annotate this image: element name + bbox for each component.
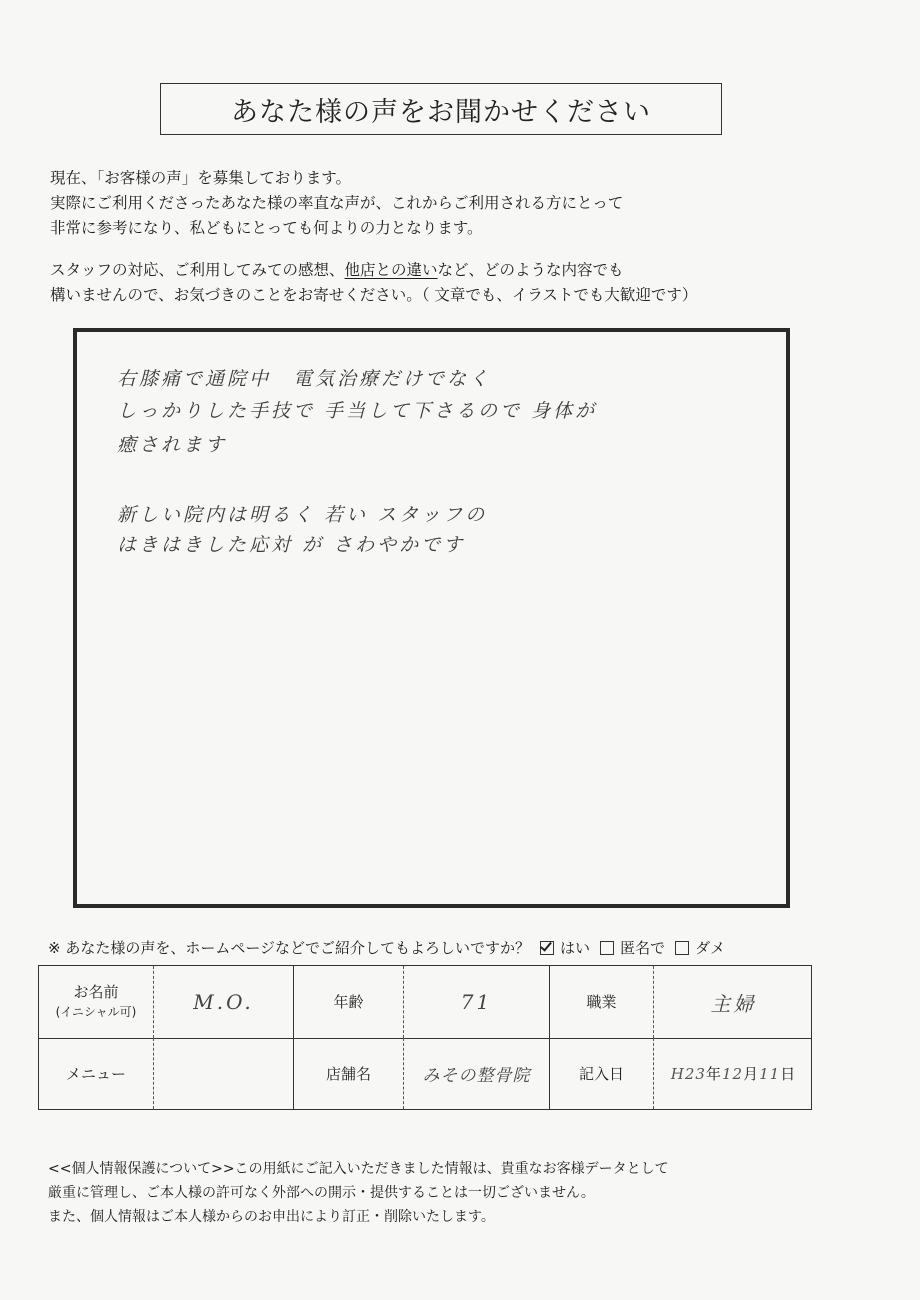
comment-box <box>73 328 790 908</box>
checkbox-anonymous[interactable] <box>600 941 614 955</box>
date-day-suffix: 日 <box>780 1065 797 1083</box>
intro-line: 実際にご利用くださったあなた様の率直な声が、これからご利用される方にとって <box>50 194 624 212</box>
age-label: 年齢 <box>293 966 403 1038</box>
info-row <box>39 1038 811 1109</box>
checkbox-yes[interactable] <box>540 941 554 955</box>
consent-question <box>48 937 725 958</box>
date-era: H23 <box>670 1064 706 1083</box>
intro-paragraph <box>50 166 623 241</box>
name-label-cell <box>39 966 153 1038</box>
date-year-suffix: 年 <box>705 1065 722 1083</box>
date-month: 12 <box>721 1064 744 1083</box>
underlined-phrase: 他店との違い <box>344 261 438 279</box>
privacy-notice <box>48 1157 669 1229</box>
handwritten-line: はきはきした応対 が さわやかです <box>117 534 466 556</box>
checkbox-no[interactable] <box>675 941 689 955</box>
request-paragraph <box>50 258 697 308</box>
request-text: スタッフの対応、ご利用してみての感想、 <box>50 261 345 279</box>
info-table <box>38 965 812 1110</box>
consent-text: ※ あなた様の声を、ホームページなどでご紹介してもよろしいですか？ <box>48 939 531 957</box>
job-field[interactable]: 主婦 <box>653 966 813 1038</box>
option-no-label: ダメ <box>695 939 726 957</box>
age-field[interactable]: 71 <box>403 966 549 1038</box>
date-field[interactable] <box>653 1038 813 1109</box>
intro-line: 現在、「お客様の声」を募集しております。 <box>50 169 352 187</box>
menu-label: メニュー <box>65 1064 126 1083</box>
request-line <box>50 258 697 283</box>
date-day: 11 <box>759 1064 781 1083</box>
name-sublabel: (イニシャル可) <box>55 1005 137 1019</box>
handwritten-line: 新しい院内は明るく 若い スタッフの <box>117 504 488 526</box>
privacy-line: 厳重に管理し、ご本人様の許可なく外部への開示・提供することは一切ございません。 <box>48 1185 595 1201</box>
info-row <box>39 966 811 1039</box>
job-label: 職業 <box>549 966 653 1038</box>
intro-line: 非常に参考になり、私どもにとっても何よりの力となります。 <box>50 219 483 237</box>
request-line: 構いませんので、お気づきのことをお寄せください。（ 文章でも、イラストでも大歓迎です） <box>50 286 698 304</box>
name-label: お名前 <box>73 983 119 1001</box>
name-field[interactable]: M.O. <box>153 966 293 1038</box>
privacy-line: <<個人情報保護について>>この用紙にご記入いただきました情報は、貴重なお客様データとして <box>48 1161 669 1177</box>
option-anonymous-label: 匿名で <box>620 939 666 957</box>
handwritten-line: 右膝痛で通院中 電気治療だけでなく <box>117 368 492 390</box>
request-text: など、どのような内容でも <box>437 261 624 279</box>
date-label: 記入日 <box>549 1038 653 1109</box>
store-label: 店舗名 <box>293 1038 403 1109</box>
page-title: あなた様の声をお聞かせください <box>160 83 722 135</box>
option-yes-label: はい <box>560 939 591 957</box>
handwritten-line: 癒されます <box>117 434 228 456</box>
handwritten-line: しっかりした手技で 手当して下さるので 身体が <box>117 400 598 422</box>
store-field[interactable]: みその整骨院 <box>403 1038 549 1109</box>
date-month-suffix: 月 <box>743 1065 760 1083</box>
menu-field[interactable] <box>153 1038 293 1109</box>
privacy-line: また、個人情報はご本人様からのお申出により訂正・削除いたします。 <box>48 1209 495 1225</box>
